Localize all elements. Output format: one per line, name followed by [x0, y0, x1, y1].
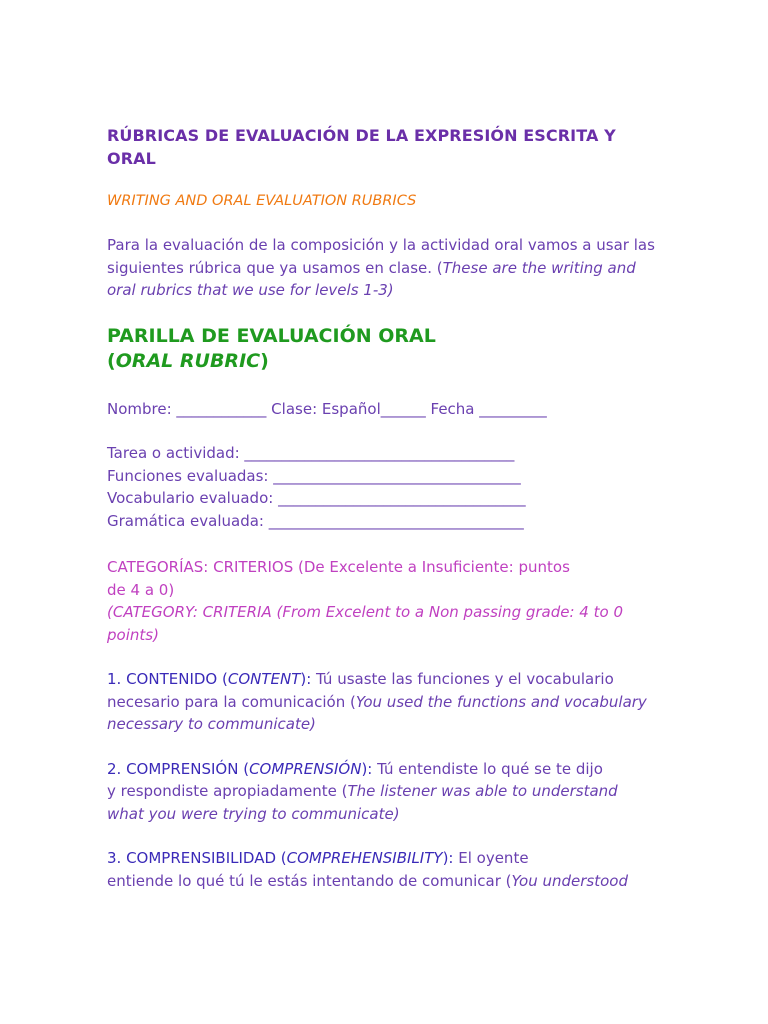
subtitle-english: WRITING AND ORAL EVALUATION RUBRICS	[107, 193, 417, 209]
criterion-label-text: 3. COMPRENSIBILIDAD (	[107, 849, 287, 867]
categories-heading-line2: de 4 a 0)	[107, 580, 175, 599]
criterion-label	[107, 760, 372, 778]
criterion-text-line3-english: necessary to communicate)	[107, 715, 316, 733]
criterion-text-line2-english: You understood	[511, 871, 628, 890]
criterion-text-line1: El oyente	[453, 849, 529, 867]
form-evaluation-fields	[107, 442, 667, 532]
form-task: Tarea o actividad: ____________________________________	[107, 444, 515, 462]
criterion-label-close: ):	[361, 759, 373, 778]
oral-rubric-title-line1: PARILLA DE EVALUACIÓN ORAL	[107, 324, 436, 347]
criterion-text-line2: entiende lo qué tú le estás intentando de comunicar (	[107, 871, 512, 890]
criterion-label-text: 2. COMPRENSIÓN (	[107, 759, 250, 778]
criterion-text-line2-english: You used the functions and vocabulary	[355, 692, 647, 711]
intro-line3-english: oral rubrics that we use for levels 1-3)	[107, 281, 394, 299]
criterion-label	[107, 849, 453, 867]
categories-heading-line1: CATEGORÍAS: CRITERIOS (De Excelente a Insuficiente: puntos	[107, 558, 570, 576]
categories-subheading	[107, 601, 667, 646]
criterion-text-line2-english: The listener was able to understand	[347, 782, 618, 800]
criterion-text-line2: y respondiste apropiadamente (	[107, 782, 348, 800]
categories-subheading-line2: points)	[107, 625, 159, 644]
criterion-label-close: ):	[300, 670, 312, 688]
form-vocabulary: Vocabulario evaluado: _________________________________	[107, 489, 526, 507]
document-page	[107, 124, 667, 892]
criterion-text-line2: necesario para la comunicación (	[107, 692, 356, 711]
intro-paragraph	[107, 234, 667, 302]
oral-rubric-title	[107, 324, 667, 374]
criterion-text-line1: Tú entendiste lo qué se te dijo	[372, 759, 603, 778]
criterion-comprehensibility	[107, 847, 667, 892]
intro-line1: Para la evaluación de la composición y la actividad oral vamos a usar las	[107, 236, 655, 254]
main-title-line2: ORAL	[107, 149, 156, 168]
form-functions: Funciones evaluadas: _________________________________	[107, 466, 521, 485]
criterion-label-close: ):	[442, 849, 454, 867]
categories-heading	[107, 556, 667, 601]
main-title-line1: RÚBRICAS DE EVALUACIÓN DE LA EXPRESIÓN ESCRITA Y	[107, 126, 616, 145]
main-title	[107, 124, 667, 170]
criterion-label-english: CONTENT	[227, 670, 301, 688]
criterion-text-line1: Tú usaste las funciones y el vocabulario	[311, 670, 614, 688]
criterion-comprehension	[107, 758, 667, 826]
categories-subheading-line1: (CATEGORY: CRITERIA (From Excelent to a Non passing grade: 4 to 0	[107, 603, 623, 621]
criterion-label-text: 1. CONTENIDO (	[107, 670, 228, 688]
criterion-label-english: COMPREHENSIBILITY	[286, 849, 443, 867]
intro-line2: siguientes rúbrica que ya usamos en clase. (	[107, 258, 443, 277]
form-grammar: Gramática evaluada: __________________________________	[107, 511, 524, 530]
oral-rubric-title-english: ORAL RUBRIC	[115, 349, 261, 372]
oral-rubric-paren-close: )	[260, 349, 269, 372]
intro-line2-english: These are the writing and	[442, 258, 636, 277]
form-name-class-date: Nombre: ____________ Clase: Español______ Fecha _________	[107, 399, 547, 418]
criterion-label-english: COMPRENSIÓN	[249, 759, 362, 778]
criterion-label	[107, 670, 311, 688]
oral-rubric-paren-open: (	[107, 349, 116, 372]
criterion-text-line3-english: what you were trying to communicate)	[107, 804, 400, 823]
criterion-content	[107, 668, 667, 736]
